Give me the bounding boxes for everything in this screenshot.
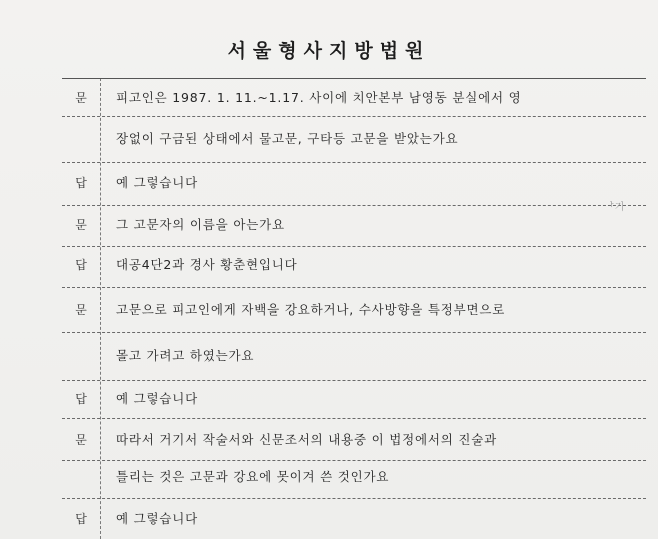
row-label: 문 bbox=[75, 303, 87, 317]
row-text: 고문으로 피고인에게 자백을 강요하거나, 수사방향을 특정부면으로 bbox=[116, 302, 506, 317]
row-text: 피고인은 1987. 1. 11.~1.17. 사이에 치안본부 남영동 분실에서 영 bbox=[116, 90, 522, 105]
row-text: 예 그렇습니다 bbox=[116, 511, 199, 526]
transcript-row bbox=[62, 79, 646, 117]
transcript-row bbox=[62, 164, 646, 202]
row-divider bbox=[62, 418, 646, 419]
row-label: 답 bbox=[75, 258, 87, 272]
row-text: 대공4단2과 경사 황춘현입니다 bbox=[116, 257, 298, 272]
row-label: 답 bbox=[75, 176, 87, 190]
transcript-row bbox=[62, 458, 646, 496]
row-text: 예 그렇습니다 bbox=[116, 391, 199, 406]
row-label bbox=[62, 120, 100, 158]
transcript-row bbox=[62, 291, 646, 329]
row-text: 장없이 구금된 상태에서 물고문, 구타등 고문을 받았는가요 bbox=[116, 131, 459, 146]
transcript-row bbox=[62, 246, 646, 284]
row-text: 틀리는 것은 고문과 강요에 못이겨 쓴 것인가요 bbox=[116, 469, 390, 484]
row-divider bbox=[62, 498, 646, 499]
row-text: 예 그렇습니다 bbox=[116, 175, 199, 190]
row-text: 따라서 거기서 작술서와 신문조서의 내용중 이 법정에서의 진술과 bbox=[116, 432, 498, 447]
transcript-row bbox=[62, 380, 646, 418]
margin-stamp: ᅡ기 bbox=[604, 202, 626, 213]
row-text: 몰고 가려고 하였는가요 bbox=[116, 348, 255, 363]
row-label bbox=[62, 337, 100, 375]
row-text: 그 고문자의 이름을 아는가요 bbox=[116, 217, 285, 232]
transcript-row bbox=[62, 500, 646, 538]
transcript-row bbox=[62, 421, 646, 459]
transcript-form bbox=[62, 78, 646, 539]
transcript-row bbox=[62, 120, 646, 158]
document-title: 서울형사지방법원 bbox=[227, 40, 431, 62]
row-divider bbox=[62, 162, 646, 163]
row-label: 문 bbox=[75, 91, 87, 105]
row-label bbox=[62, 458, 100, 496]
transcript-row bbox=[62, 206, 646, 244]
row-label: 문 bbox=[75, 218, 87, 232]
row-label: 문 bbox=[75, 433, 87, 447]
row-label: 답 bbox=[75, 512, 87, 526]
transcript-row bbox=[62, 337, 646, 375]
row-label: 답 bbox=[75, 392, 87, 406]
row-divider bbox=[62, 287, 646, 288]
row-divider bbox=[62, 332, 646, 333]
